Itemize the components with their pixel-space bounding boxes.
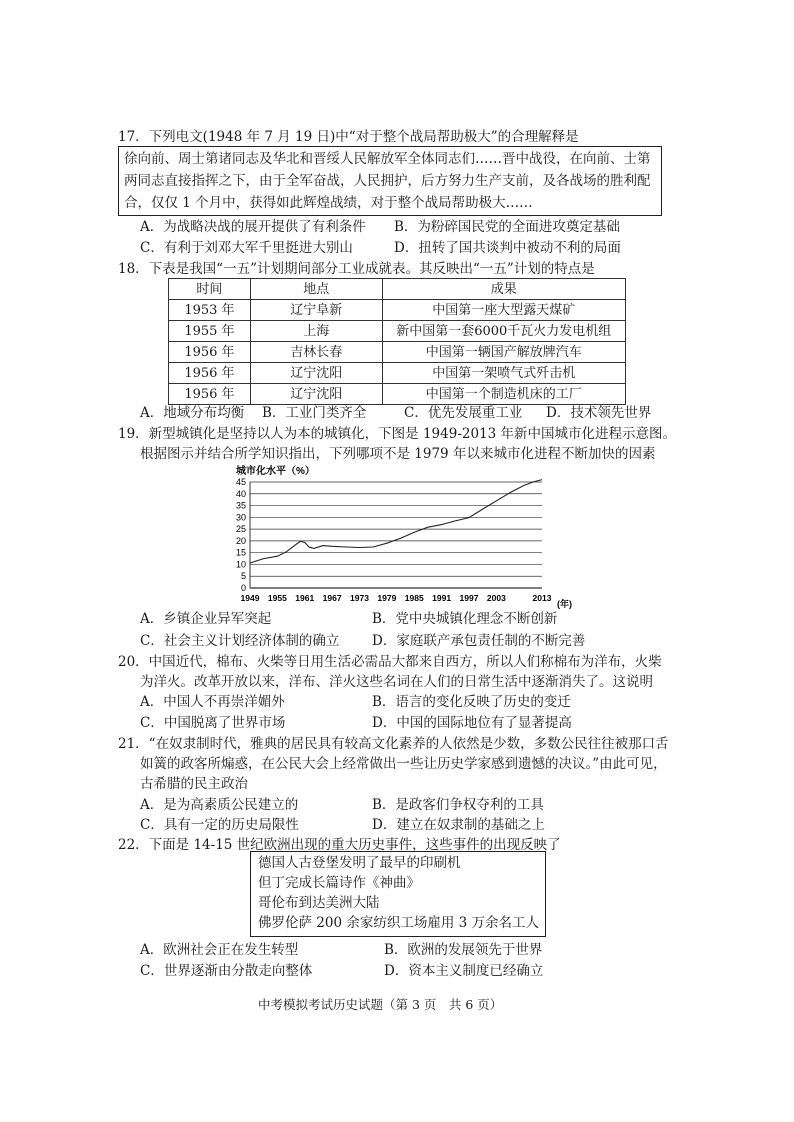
q17-stem: 17．下列电文(1948 年 7 月 19 日)中“对于整个战局帮助极大”的合理解释是 bbox=[118, 129, 579, 145]
q19-option-c: C．社会主义计划经济体制的确立 bbox=[140, 633, 340, 649]
table-cell: 1956 年 bbox=[169, 342, 251, 363]
table-row bbox=[169, 363, 626, 384]
y-tick-label: 25 bbox=[235, 524, 246, 535]
q18-option-b: B．工业门类齐全 bbox=[262, 405, 367, 421]
q21-stem-3: 古希腊的民主政治 bbox=[140, 776, 248, 792]
q22-option-c: C．世界逐渐由分散走向整体 bbox=[140, 963, 313, 979]
q17-option-d: D．扭转了国共谈判中被动不利的局面 bbox=[394, 240, 621, 256]
table-cell: 上海 bbox=[250, 321, 382, 342]
x-tick-label: 1985 bbox=[404, 593, 424, 603]
y-tick-label: 0 bbox=[240, 583, 246, 593]
table-cell: 中国第一辆国产解放牌汽车 bbox=[382, 342, 625, 363]
x-tick-label: 2013 bbox=[532, 593, 552, 603]
q22-option-b: B．欧洲的发展领先于世界 bbox=[384, 942, 543, 958]
y-tick-label: 40 bbox=[235, 488, 246, 499]
q22-option-a: A．欧洲社会正在发生转型 bbox=[140, 942, 299, 958]
x-tick-label: 1967 bbox=[322, 593, 342, 603]
q20-option-c: C．中国脱离了世界市场 bbox=[140, 715, 286, 731]
y-tick-label: 5 bbox=[240, 571, 246, 582]
table-cell: 中国第一个制造机床的工厂 bbox=[382, 384, 625, 405]
q22-stem: 22．下面是 14-15 世纪欧洲出现的重大历史事件，这些事件的出现反映了 bbox=[118, 837, 561, 853]
table-row bbox=[169, 321, 626, 342]
q22-event-2: 但丁完成长篇诗作《神曲》 bbox=[258, 875, 420, 891]
q17-quote-line-3: 合，仅仅 1 个月中，获得如此辉煌战绩，对于整个战局帮助极大…… bbox=[124, 195, 533, 211]
q22-option-d: D．资本主义制度已经确立 bbox=[384, 963, 544, 979]
y-tick-label: 35 bbox=[235, 500, 246, 511]
q18-option-a: A．地域分布均衡 bbox=[140, 405, 245, 421]
x-tick-label: 1955 bbox=[267, 593, 287, 603]
q20-option-b: B．语言的变化反映了历史的变迁 bbox=[372, 694, 571, 710]
q21-option-d: D．建立在奴隶制的基础之上 bbox=[372, 817, 545, 833]
q17-option-a: A．为战略决战的展开提供了有利条件 bbox=[140, 219, 366, 235]
table-cell: 1953 年 bbox=[169, 300, 251, 321]
table-row bbox=[169, 342, 626, 363]
x-tick-label: 1979 bbox=[377, 593, 397, 603]
q18-table bbox=[168, 278, 626, 405]
q20-stem-2: 为洋火。改革开放以来，洋布、洋火这些名词在人们的日常生活中逐渐消失了。这说明 bbox=[140, 674, 653, 690]
urbanization-series-line bbox=[250, 480, 542, 563]
y-tick-label: 30 bbox=[235, 512, 246, 523]
q18-option-d: D．技术领先世界 bbox=[546, 405, 652, 421]
q17-option-b: B．为粉碎国民党的全面进攻奠定基础 bbox=[394, 219, 620, 235]
page-footer: 中考模拟考试历史试题（第 3 页 共 6 页） bbox=[258, 997, 503, 1012]
q20-option-d: D．中国的国际地位有了显著提高 bbox=[372, 715, 572, 731]
q17-quote-line-2: 两同志直接指挥之下，由于全军奋战，人民拥护，后方努力生产支前，及各战场的胜利配 bbox=[124, 173, 651, 189]
table-row bbox=[169, 384, 626, 405]
q20-option-a: A．中国人不再崇洋媚外 bbox=[140, 694, 285, 710]
q19-option-a: A．乡镇企业异军突起 bbox=[140, 611, 272, 627]
q21-stem-1: 21．“在奴隶制时代，雅典的居民具有较高文化素养的人依然是少数，多数公民往往被那口舌 bbox=[118, 736, 669, 752]
q17-quote-line-1: 徐向前、周士第诸同志及华北和晋绥人民解放军全体同志们……晋中战役，在向前、士第 bbox=[124, 151, 651, 167]
q19-option-d: D．家庭联产承包责任制的不断完善 bbox=[372, 633, 586, 649]
q18-option-c: C．优先发展重工业 bbox=[404, 405, 523, 421]
x-tick-label: 1991 bbox=[432, 593, 452, 603]
table-cell: 辽宁沈阳 bbox=[250, 384, 382, 405]
q19-stem-1: 19．新型城镇化是坚持以人为本的城镇化，下图是 1949-2013 年新中国城市化进程示意图。 bbox=[118, 426, 677, 442]
table-cell: 1956 年 bbox=[169, 363, 251, 384]
q19-option-b: B．党中央城镇化理念不断创新 bbox=[372, 611, 558, 627]
q21-option-b: B．是政客们争权夺利的工具 bbox=[372, 797, 544, 813]
x-tick-label: 1997 bbox=[459, 593, 479, 603]
table-cell: 新中国第一套6000千瓦火力发电机组 bbox=[382, 321, 625, 342]
q22-event-4: 佛罗伦萨 200 余家纺织工场雇用 3 万余名工人 bbox=[258, 915, 540, 931]
table-cell: 中国第一架喷气式歼击机 bbox=[382, 363, 625, 384]
q20-stem-1: 20．中国近代，棉布、火柴等日用生活必需品大都来自西方，所以人们称棉布为洋布，火柴 bbox=[118, 654, 662, 670]
q21-option-a: A．是为高素质公民建立的 bbox=[140, 797, 299, 813]
table-header: 时间 bbox=[169, 279, 251, 300]
table-header: 地点 bbox=[250, 279, 382, 300]
y-tick-label: 10 bbox=[235, 559, 246, 570]
table-cell: 辽宁阜新 bbox=[250, 300, 382, 321]
y-axis-label: 城市化水平（%） bbox=[236, 466, 315, 477]
table-header-row bbox=[169, 279, 626, 300]
x-tick-label: 1973 bbox=[350, 593, 369, 603]
y-tick-label: 45 bbox=[235, 477, 246, 487]
x-axis-label: (年) bbox=[557, 599, 572, 609]
urbanization-line-chart bbox=[222, 462, 582, 612]
x-tick-label: 1949 bbox=[240, 593, 260, 603]
table-header: 成果 bbox=[382, 279, 625, 300]
table-cell: 辽宁沈阳 bbox=[250, 363, 382, 384]
q22-event-1: 德国人古登堡发明了最早的印刷机 bbox=[258, 855, 461, 871]
x-tick-label: 1961 bbox=[295, 593, 315, 603]
y-tick-label: 15 bbox=[235, 547, 246, 558]
q19-stem-2: 根据图示并结合所学知识指出，下列哪项不是 1979 年以来城市化进程不断加快的因素 bbox=[140, 446, 656, 462]
q17-option-c: C．有利于刘邓大军千里挺进大别山 bbox=[140, 240, 353, 256]
q18-stem: 18．下表是我国“一五”计划期间部分工业成就表。其反映出“一五”计划的特点是 bbox=[118, 261, 595, 277]
table-cell: 吉林长春 bbox=[250, 342, 382, 363]
table-cell: 1956 年 bbox=[169, 384, 251, 405]
table-cell: 1955 年 bbox=[169, 321, 251, 342]
x-tick-label: 2003 bbox=[486, 593, 506, 603]
table-cell: 中国第一座大型露天煤矿 bbox=[382, 300, 625, 321]
table-row bbox=[169, 300, 626, 321]
q22-event-3: 哥伦布到达美洲大陆 bbox=[258, 895, 380, 911]
q21-stem-2: 如簧的政客所煽惑，在公民大会上经常做出一些让历史学家感到遗憾的决议。”由此可见， bbox=[140, 756, 667, 772]
q21-option-c: C．具有一定的历史局限性 bbox=[140, 817, 299, 833]
y-tick-label: 20 bbox=[235, 535, 246, 546]
